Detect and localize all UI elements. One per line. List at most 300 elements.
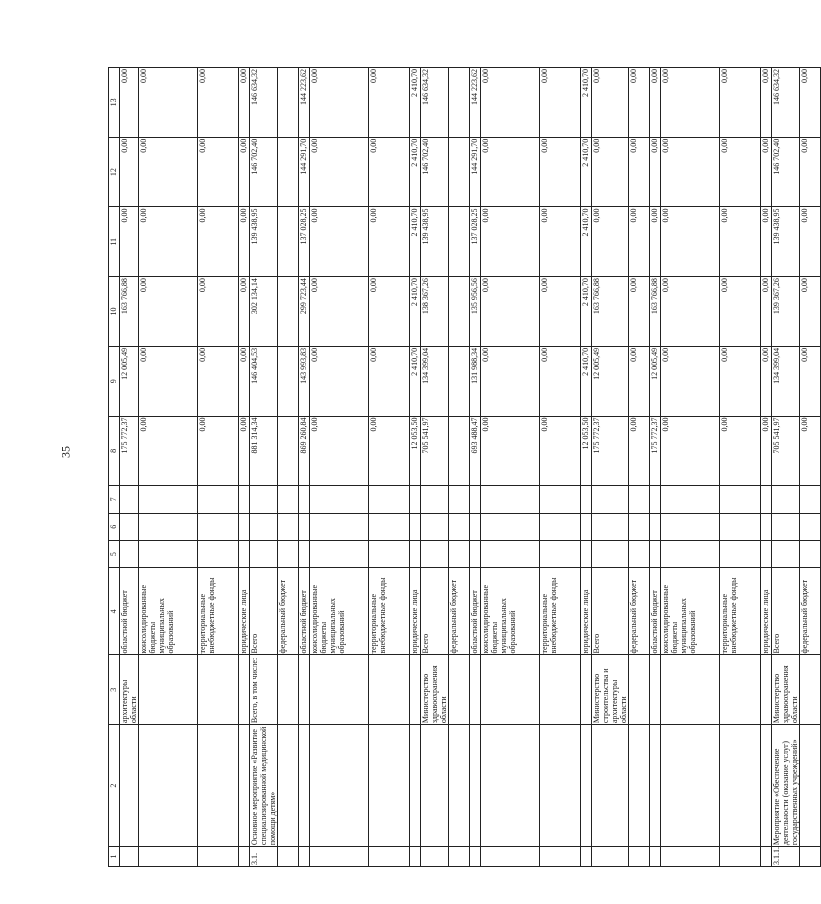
executor-cell	[470, 655, 481, 725]
empty-cell	[661, 540, 720, 567]
funding-source-cell: Всего	[421, 568, 449, 655]
value-cell: 0,00	[661, 277, 720, 347]
value-cell: 0,00	[139, 277, 198, 347]
value-cell: 0,00	[540, 346, 581, 416]
empty-cell	[120, 513, 139, 540]
executor-cell	[139, 655, 198, 725]
funding-source-cell: юридические лица	[410, 568, 421, 655]
row-number-cell	[592, 847, 629, 867]
value-cell	[278, 346, 299, 416]
value-cell: 0,00	[661, 416, 720, 486]
empty-cell	[198, 486, 239, 513]
value-cell: 0,00	[369, 207, 410, 277]
funding-source-cell: федеральный бюджет	[800, 568, 821, 655]
empty-cell	[449, 486, 470, 513]
value-cell: 12 005,49	[650, 346, 661, 416]
table-row	[800, 68, 821, 867]
empty-cell	[650, 486, 661, 513]
value-cell: 0,00	[720, 207, 761, 277]
empty-cell	[449, 540, 470, 567]
row-number-cell	[310, 847, 369, 867]
empty-cell	[629, 486, 650, 513]
value-cell: 0,00	[629, 277, 650, 347]
value-cell: 2 410,70	[581, 207, 592, 277]
empty-cell	[449, 513, 470, 540]
empty-cell	[661, 513, 720, 540]
value-cell: 139 438,95	[421, 207, 449, 277]
row-number-cell	[481, 847, 540, 867]
empty-cell	[310, 540, 369, 567]
value-cell: 12 053,50	[581, 416, 592, 486]
empty-cell	[592, 513, 629, 540]
funding-source-cell: консолидированные бюджеты муниципальных образований	[661, 568, 720, 655]
measure-name-cell: Мероприятие «Обеспечение деятельности (оказание услуг) государственных учреждений»	[772, 725, 800, 847]
value-cell	[278, 68, 299, 138]
header-cell: 5	[109, 540, 120, 567]
empty-cell	[540, 513, 581, 540]
value-cell: 0,00	[239, 277, 250, 347]
value-cell: 134 399,04	[772, 346, 800, 416]
value-cell: 0,00	[369, 416, 410, 486]
header-cell: 4	[109, 568, 120, 655]
table-row	[250, 68, 278, 867]
value-cell: 0,00	[481, 137, 540, 207]
row-number-cell	[299, 847, 310, 867]
empty-cell	[800, 486, 821, 513]
empty-cell	[581, 540, 592, 567]
row-number-cell	[139, 847, 198, 867]
funding-source-cell: консолидированные бюджеты муниципальных образований	[481, 568, 540, 655]
measure-name-cell	[800, 725, 821, 847]
measure-name-cell	[470, 725, 481, 847]
header-cell: 9	[109, 346, 120, 416]
value-cell: 2 410,70	[581, 137, 592, 207]
value-cell: 175 772,37	[120, 416, 139, 486]
empty-cell	[761, 513, 772, 540]
table-row	[449, 68, 470, 867]
value-cell: 0,00	[310, 68, 369, 138]
table-row	[720, 68, 761, 867]
value-cell: 0,00	[481, 416, 540, 486]
value-cell: 146 702,40	[772, 137, 800, 207]
empty-cell	[470, 513, 481, 540]
value-cell: 0,00	[761, 346, 772, 416]
value-cell: 0,00	[650, 68, 661, 138]
value-cell: 0,00	[720, 137, 761, 207]
measure-name-cell	[310, 725, 369, 847]
empty-cell	[410, 513, 421, 540]
table-row	[239, 68, 250, 867]
empty-cell	[772, 540, 800, 567]
value-cell: 2 410,70	[581, 346, 592, 416]
empty-cell	[421, 540, 449, 567]
page-number: 35	[58, 446, 73, 458]
header-cell: 12	[109, 137, 120, 207]
empty-cell	[661, 486, 720, 513]
executor-cell: архитектуры области	[120, 655, 139, 725]
empty-cell	[470, 486, 481, 513]
value-cell: 705 541,97	[421, 416, 449, 486]
funding-source-cell: областной бюджет	[650, 568, 661, 655]
value-cell: 0,00	[661, 207, 720, 277]
value-cell: 705 541,97	[772, 416, 800, 486]
value-cell: 175 772,37	[650, 416, 661, 486]
header-cell: 1	[109, 847, 120, 867]
measure-name-cell	[581, 725, 592, 847]
table-row	[661, 68, 720, 867]
empty-cell	[720, 540, 761, 567]
measure-name-cell	[198, 725, 239, 847]
table-row	[310, 68, 369, 867]
table-row	[629, 68, 650, 867]
empty-cell	[800, 513, 821, 540]
row-number-cell	[278, 847, 299, 867]
row-number-cell	[629, 847, 650, 867]
header-row	[109, 68, 120, 867]
table-row	[581, 68, 592, 867]
measure-name-cell	[720, 725, 761, 847]
value-cell	[278, 416, 299, 486]
executor-cell	[629, 655, 650, 725]
empty-cell	[540, 486, 581, 513]
row-number-cell	[421, 847, 449, 867]
value-cell: 12 005,49	[592, 346, 629, 416]
value-cell: 137 028,25	[470, 207, 481, 277]
executor-cell	[481, 655, 540, 725]
value-cell: 0,00	[629, 416, 650, 486]
measure-name-cell	[421, 725, 449, 847]
empty-cell	[250, 513, 278, 540]
value-cell: 2 410,70	[410, 68, 421, 138]
value-cell: 163 766,88	[120, 277, 139, 347]
table-row	[592, 68, 629, 867]
value-cell: 0,00	[310, 416, 369, 486]
value-cell: 0,00	[629, 346, 650, 416]
value-cell: 0,00	[800, 137, 821, 207]
budget-table-rotated	[108, 67, 809, 867]
table-row	[650, 68, 661, 867]
row-number-cell	[761, 847, 772, 867]
value-cell: 0,00	[310, 137, 369, 207]
empty-cell	[720, 513, 761, 540]
empty-cell	[800, 540, 821, 567]
measure-name-cell	[629, 725, 650, 847]
row-number-cell	[410, 847, 421, 867]
row-number-cell	[720, 847, 761, 867]
row-number-cell	[540, 847, 581, 867]
executor-cell	[310, 655, 369, 725]
empty-cell	[120, 540, 139, 567]
empty-cell	[761, 486, 772, 513]
header-cell: 2	[109, 725, 120, 847]
empty-cell	[278, 513, 299, 540]
empty-cell	[761, 540, 772, 567]
table-row	[139, 68, 198, 867]
value-cell: 0,00	[369, 277, 410, 347]
value-cell: 0,00	[310, 277, 369, 347]
value-cell: 0,00	[481, 68, 540, 138]
empty-cell	[772, 486, 800, 513]
value-cell: 0,00	[720, 416, 761, 486]
row-number-cell	[198, 847, 239, 867]
value-cell: 175 772,37	[592, 416, 629, 486]
value-cell: 0,00	[800, 277, 821, 347]
value-cell: 0,00	[120, 207, 139, 277]
empty-cell	[421, 513, 449, 540]
value-cell: 0,00	[369, 68, 410, 138]
value-cell: 146 634,32	[250, 68, 278, 138]
value-cell: 163 766,88	[592, 277, 629, 347]
row-number-cell	[120, 847, 139, 867]
value-cell: 139 438,95	[772, 207, 800, 277]
empty-cell	[421, 486, 449, 513]
measure-name-cell	[239, 725, 250, 847]
row-number-cell	[650, 847, 661, 867]
table-row	[540, 68, 581, 867]
empty-cell	[120, 486, 139, 513]
value-cell: 0,00	[761, 416, 772, 486]
value-cell: 0,00	[800, 346, 821, 416]
executor-cell	[278, 655, 299, 725]
value-cell: 0,00	[120, 137, 139, 207]
empty-cell	[239, 486, 250, 513]
empty-cell	[481, 540, 540, 567]
value-cell: 0,00	[540, 416, 581, 486]
value-cell: 2 410,70	[410, 207, 421, 277]
value-cell: 299 723,44	[299, 277, 310, 347]
row-number-cell	[800, 847, 821, 867]
value-cell: 146 702,40	[421, 137, 449, 207]
value-cell: 2 410,70	[410, 277, 421, 347]
empty-cell	[139, 513, 198, 540]
row-number-cell	[470, 847, 481, 867]
table-row	[120, 68, 139, 867]
empty-cell	[592, 486, 629, 513]
measure-name-cell	[120, 725, 139, 847]
value-cell: 0,00	[239, 207, 250, 277]
empty-cell	[299, 513, 310, 540]
value-cell: 0,00	[540, 277, 581, 347]
row-number-cell	[661, 847, 720, 867]
funding-source-cell: федеральный бюджет	[449, 568, 470, 655]
table-row	[772, 68, 800, 867]
executor-cell	[761, 655, 772, 725]
executor-cell	[198, 655, 239, 725]
funding-source-cell: юридические лица	[581, 568, 592, 655]
empty-cell	[139, 486, 198, 513]
value-cell: 0,00	[239, 68, 250, 138]
header-cell: 3	[109, 655, 120, 725]
value-cell: 0,00	[310, 207, 369, 277]
value-cell: 881 314,34	[250, 416, 278, 486]
value-cell: 0,00	[720, 68, 761, 138]
value-cell: 137 028,25	[299, 207, 310, 277]
empty-cell	[772, 513, 800, 540]
measure-name-cell: Основное мероприятие «Развитие специализированной медицинской помощи детям»	[250, 725, 278, 847]
value-cell: 0,00	[720, 277, 761, 347]
funding-source-cell: территориальные внебюджетные фонды	[198, 568, 239, 655]
funding-source-cell: областной бюджет	[120, 568, 139, 655]
empty-cell	[629, 540, 650, 567]
value-cell	[449, 207, 470, 277]
measure-name-cell	[481, 725, 540, 847]
empty-cell	[369, 540, 410, 567]
value-cell: 0,00	[761, 207, 772, 277]
executor-cell: Министерство здравоохранения области	[421, 655, 449, 725]
value-cell: 0,00	[761, 68, 772, 138]
empty-cell	[629, 513, 650, 540]
funding-source-cell: территориальные внебюджетные фонды	[720, 568, 761, 655]
empty-cell	[239, 513, 250, 540]
value-cell	[449, 68, 470, 138]
empty-cell	[278, 540, 299, 567]
value-cell: 0,00	[540, 207, 581, 277]
value-cell: 0,00	[139, 207, 198, 277]
executor-cell	[369, 655, 410, 725]
table-row	[278, 68, 299, 867]
executor-cell: Министерство строительства и архитектуры области	[592, 655, 629, 725]
value-cell: 138 367,26	[421, 277, 449, 347]
table-row	[410, 68, 421, 867]
value-cell: 0,00	[592, 207, 629, 277]
empty-cell	[198, 513, 239, 540]
row-number-cell: 3.1.1.	[772, 847, 800, 867]
header-cell: 6	[109, 513, 120, 540]
value-cell: 0,00	[198, 137, 239, 207]
row-number-cell	[239, 847, 250, 867]
value-cell: 144 223,62	[299, 68, 310, 138]
empty-cell	[470, 540, 481, 567]
value-cell: 0,00	[629, 207, 650, 277]
value-cell: 302 134,14	[250, 277, 278, 347]
value-cell: 0,00	[592, 137, 629, 207]
value-cell: 0,00	[369, 137, 410, 207]
value-cell: 0,00	[198, 346, 239, 416]
empty-cell	[369, 486, 410, 513]
value-cell: 0,00	[120, 68, 139, 138]
value-cell: 2 410,70	[581, 277, 592, 347]
funding-source-cell: федеральный бюджет	[278, 568, 299, 655]
value-cell: 0,00	[540, 68, 581, 138]
executor-cell	[540, 655, 581, 725]
empty-cell	[481, 486, 540, 513]
row-number-cell	[449, 847, 470, 867]
value-cell	[449, 346, 470, 416]
value-cell: 0,00	[481, 277, 540, 347]
empty-cell	[250, 486, 278, 513]
empty-cell	[310, 486, 369, 513]
value-cell	[449, 137, 470, 207]
funding-source-cell: консолидированные бюджеты муниципальных образований	[139, 568, 198, 655]
executor-cell: Всего, в том числе:	[250, 655, 278, 725]
value-cell: 0,00	[198, 68, 239, 138]
value-cell: 0,00	[661, 346, 720, 416]
value-cell: 0,00	[369, 346, 410, 416]
value-cell: 0,00	[629, 137, 650, 207]
empty-cell	[278, 486, 299, 513]
funding-source-cell: юридические лица	[239, 568, 250, 655]
executor-cell: Министерство здравоохранения области	[772, 655, 800, 725]
value-cell: 0,00	[481, 207, 540, 277]
value-cell: 0,00	[592, 68, 629, 138]
header-cell: 13	[109, 68, 120, 138]
table-row	[369, 68, 410, 867]
funding-source-cell: консолидированные бюджеты муниципальных образований	[310, 568, 369, 655]
value-cell: 139 438,95	[250, 207, 278, 277]
funding-source-cell: Всего	[592, 568, 629, 655]
value-cell: 0,00	[139, 346, 198, 416]
empty-cell	[581, 513, 592, 540]
empty-cell	[720, 486, 761, 513]
row-number-cell	[369, 847, 410, 867]
value-cell: 0,00	[650, 137, 661, 207]
measure-name-cell	[592, 725, 629, 847]
empty-cell	[139, 540, 198, 567]
table-row	[481, 68, 540, 867]
value-cell: 0,00	[198, 416, 239, 486]
value-cell	[278, 137, 299, 207]
value-cell: 0,00	[629, 68, 650, 138]
value-cell: 0,00	[139, 416, 198, 486]
value-cell: 0,00	[139, 137, 198, 207]
value-cell: 2 410,70	[410, 137, 421, 207]
value-cell: 144 291,70	[470, 137, 481, 207]
value-cell: 0,00	[198, 207, 239, 277]
value-cell: 139 367,26	[772, 277, 800, 347]
executor-cell	[239, 655, 250, 725]
measure-name-cell	[650, 725, 661, 847]
empty-cell	[410, 540, 421, 567]
value-cell: 0,00	[481, 346, 540, 416]
value-cell: 0,00	[310, 346, 369, 416]
value-cell: 12 053,50	[410, 416, 421, 486]
value-cell: 146 702,40	[250, 137, 278, 207]
executor-cell	[410, 655, 421, 725]
measure-name-cell	[661, 725, 720, 847]
funding-source-cell: юридические лица	[761, 568, 772, 655]
value-cell: 134 399,04	[421, 346, 449, 416]
measure-name-cell	[540, 725, 581, 847]
empty-cell	[239, 540, 250, 567]
value-cell: 0,00	[800, 68, 821, 138]
empty-cell	[299, 540, 310, 567]
executor-cell	[661, 655, 720, 725]
value-cell: 0,00	[800, 207, 821, 277]
measure-name-cell	[139, 725, 198, 847]
table-row	[761, 68, 772, 867]
empty-cell	[198, 540, 239, 567]
header-cell: 11	[109, 207, 120, 277]
value-cell: 131 988,34	[470, 346, 481, 416]
value-cell: 0,00	[800, 416, 821, 486]
value-cell: 12 005,49	[120, 346, 139, 416]
value-cell: 143 993,83	[299, 346, 310, 416]
value-cell: 0,00	[198, 277, 239, 347]
empty-cell	[650, 540, 661, 567]
value-cell: 0,00	[761, 277, 772, 347]
value-cell: 146 634,32	[772, 68, 800, 138]
value-cell	[278, 207, 299, 277]
funding-source-cell: территориальные внебюджетные фонды	[369, 568, 410, 655]
value-cell: 0,00	[239, 416, 250, 486]
value-cell: 869 260,84	[299, 416, 310, 486]
header-cell: 10	[109, 277, 120, 347]
header-cell: 7	[109, 486, 120, 513]
value-cell: 0,00	[761, 137, 772, 207]
table-row	[299, 68, 310, 867]
row-number-cell: 3.1.	[250, 847, 278, 867]
value-cell: 0,00	[239, 346, 250, 416]
